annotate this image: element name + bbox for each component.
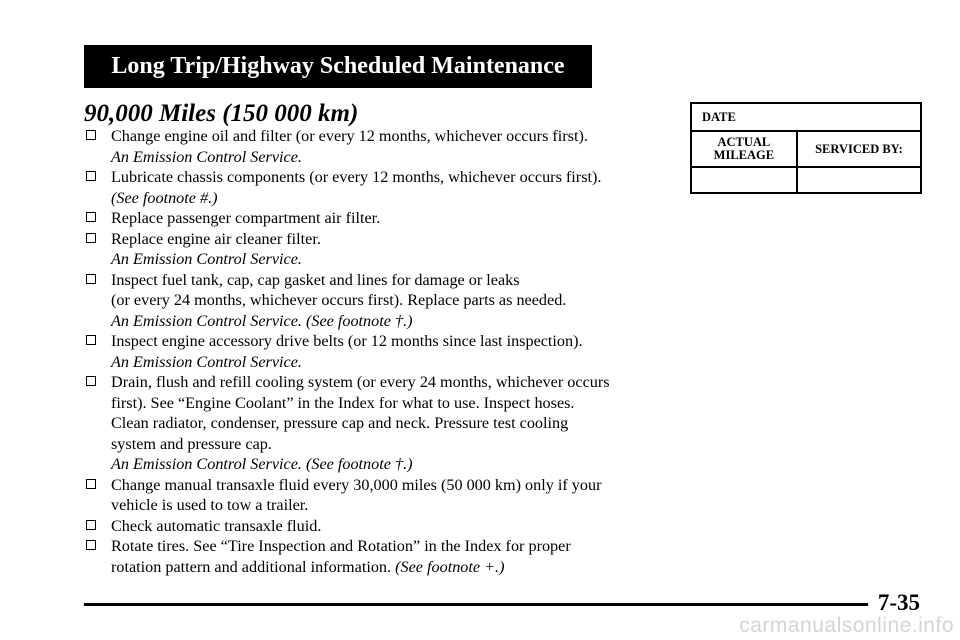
checklist-item [86,372,676,475]
date-cell[interactable] [691,103,921,131]
item-text: Rotate tires. See “Tire Inspection and Rotation” in the Index for proper [111,537,571,555]
item-text: Inspect engine accessory drive belts (or 12 months since last inspection). [111,332,583,350]
item-note: An Emission Control Service. [111,250,302,268]
item-text: Clean radiator, condenser, pressure cap and neck. Pressure test cooling [111,414,569,432]
checklist-item [86,167,676,208]
actual-mileage-label: ACTUAL MILEAGE [713,135,775,162]
item-text: Replace engine air cleaner filter. [111,229,321,248]
checklist-item [86,208,676,229]
checkbox-icon[interactable] [86,376,96,386]
section-header-banner [84,45,592,88]
checklist-item [86,331,676,372]
item-text: Drain, flush and refill cooling system (or every 24 months, whichever occurs [111,373,610,391]
item-text: Change manual transaxle fluid every 30,000 miles (50 000 km) only if your [111,475,602,494]
item-text: rotation pattern and additional information. [111,557,392,576]
actual-mileage-header [691,131,797,167]
checkbox-icon[interactable] [86,130,96,140]
watermark: carmanualsonline.info [739,614,954,637]
item-text: (or every 24 months, whichever occurs first). Replace parts as needed. [111,291,567,309]
maintenance-checklist [86,126,676,577]
checkbox-icon[interactable] [86,274,96,284]
serviced-by-label: SERVICED BY: [815,141,903,156]
item-text: Check automatic transaxle fluid. [111,516,322,535]
checklist-item [86,536,676,577]
item-note: An Emission Control Service. (See footnote †.) [111,311,413,330]
checkbox-icon[interactable] [86,335,96,345]
serviced-by-header [797,131,921,167]
item-text: vehicle is used to tow a trailer. [111,496,309,514]
serviced-by-entry-cell[interactable] [797,167,921,193]
service-record-table [690,102,922,194]
checkbox-icon[interactable] [86,520,96,530]
item-text: Change engine oil and filter (or every 12 months, whichever occurs first). [111,127,588,145]
checklist-item [86,229,676,270]
actual-mileage-entry-cell[interactable] [691,167,797,193]
item-text: Inspect fuel tank, cap, cap gasket and lines for damage or leaks [111,270,520,289]
checklist-item [86,126,676,167]
checklist-item [86,516,676,537]
item-text: Lubricate chassis components (or every 12 months, whichever occurs first). [111,168,602,186]
checklist-item [86,270,676,332]
header-title: Long Trip/Highway Scheduled Maintenance [111,53,565,79]
mileage-section-title: 90,000 Miles (150 000 km) [84,100,359,127]
page-number: 7-35 [877,590,920,615]
checkbox-icon[interactable] [86,212,96,222]
item-inline-note: (See footnote +.) [395,557,505,576]
item-note: An Emission Control Service. [111,147,302,166]
date-label: DATE [702,109,736,124]
checklist-item [86,475,676,516]
checkbox-icon[interactable] [86,479,96,489]
footer-divider [84,603,868,606]
item-text-with-note [111,557,676,578]
item-note: (See footnote #.) [111,188,218,207]
item-note: An Emission Control Service. (See footnote †.) [111,455,413,473]
item-text: Replace passenger compartment air filter. [111,209,381,227]
item-note: An Emission Control Service. [111,352,302,371]
checkbox-icon[interactable] [86,171,96,181]
checkbox-icon[interactable] [86,233,96,243]
item-text: system and pressure cap. [111,434,272,453]
checkbox-icon[interactable] [86,540,96,550]
item-text: first). See “Engine Coolant” in the Index for what to use. Inspect hoses. [111,393,575,412]
